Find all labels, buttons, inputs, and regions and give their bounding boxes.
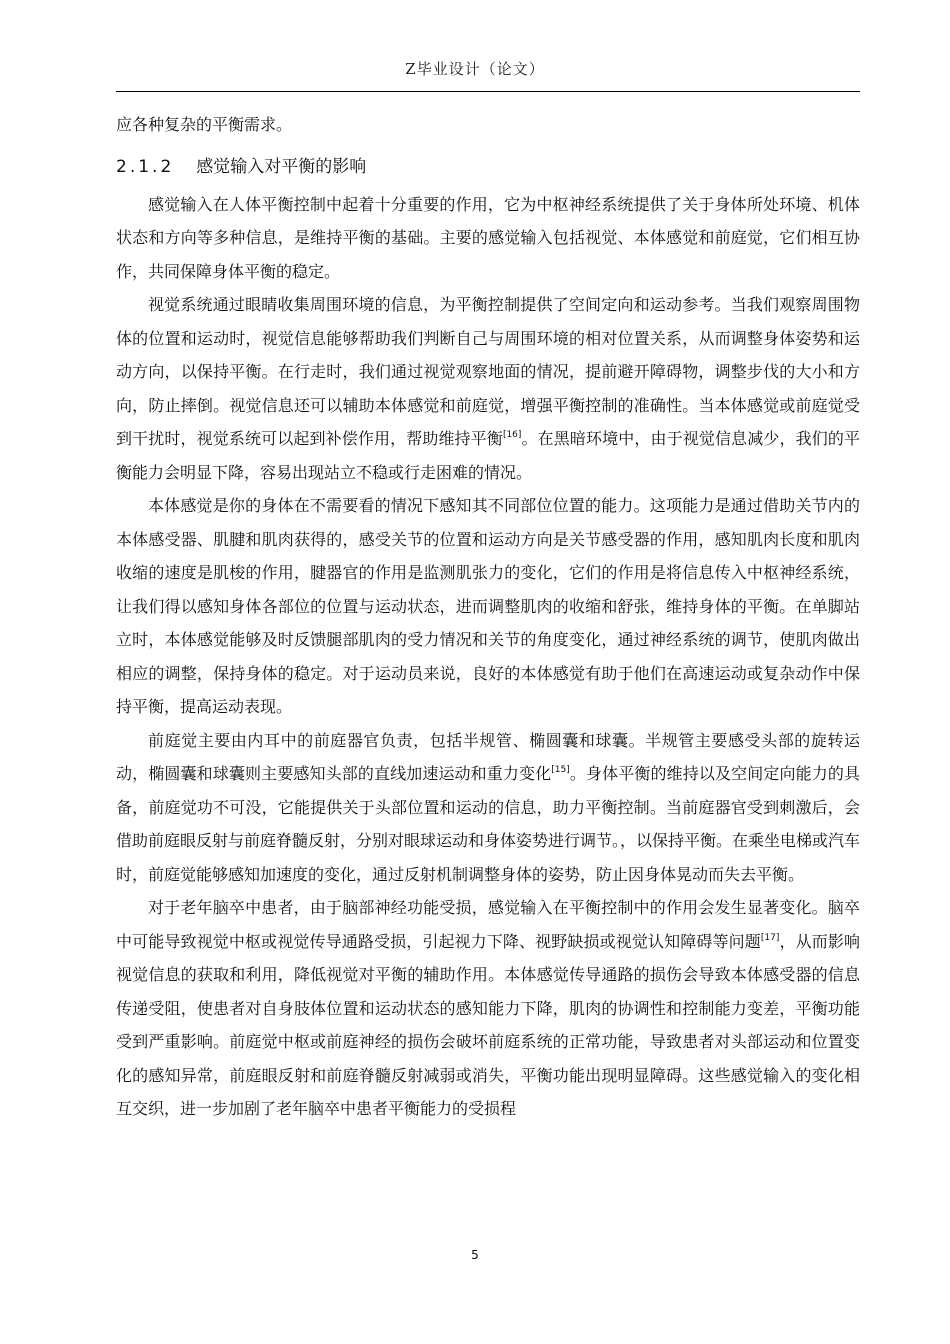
- paragraph-stroke-patients: [116, 891, 860, 1126]
- paragraph-text: 对于老年脑卒中患者，由于脑部神经功能受损，感觉输入在平衡控制中的作用会发生显著变化。脑卒中可能导致视觉中枢或视觉传导通路受损，引起视力下降、视野缺损或视觉认知障碍等问题: [116, 898, 860, 951]
- paragraph-proprioception: 本体感觉是你的身体在不需要看的情况下感知其不同部位位置的能力。这项能力是通过借助关节内的本体感受器、肌腱和肌肉获得的，感受关节的位置和运动方向是关节感受器的作用，感知肌肉长度和肌肉收缩的速度是肌梭的作用，腱器官的作用是监测肌张力的变化，它们的作用是将信息传入中枢神经系统，让我们得以感知身体各部位的位置与运动状态，进而调整肌肉的收缩和舒张，维持身体的平衡。在单脚站立时，本体感觉能够及时反馈腿部肌肉的受力情况和关节的角度变化，通过神经系统的调节，使肌肉做出相应的调整，保持身体的稳定。对于运动员来说，良好的本体感觉有助于他们在高速运动或复杂动作中保持平衡，提高运动表现。: [116, 496, 860, 716]
- page-header: Z毕业设计（论文）: [405, 60, 545, 78]
- paragraph-text: 。在黑暗环境中，由于视觉信息减少，我们的平衡能力会明显下降，容易出现站立不稳或行走困难的情况。: [116, 429, 860, 482]
- paragraph-sensory-intro: 感觉输入在人体平衡控制中起着十分重要的作用，它为中枢神经系统提供了关于身体所处环境、机体状态和方向等多种信息，是维持平衡的基础。主要的感觉输入包括视觉、本体感觉和前庭觉，它们相互协作，共同保障身体平衡的稳定。: [116, 194, 860, 281]
- section-heading: [116, 152, 860, 182]
- citation-15: [15]: [551, 765, 570, 775]
- section-title: 感觉输入对平衡的影响: [196, 156, 367, 177]
- paragraph-text: ，从而影响视觉信息的获取和利用，降低视觉对平衡的辅助作用。本体感觉传导通路的损伤会导致本体感受器的信息传递受阻，使患者对自身肢体位置和运动状态的感知能力下降，肌肉的协调性和控制能力变差，平衡功能受到严重影响。前庭觉中枢或前庭神经的损伤会破坏前庭系统的正常功能，导致患者对头部运动和位置变化的感知异常，前庭眼反射和前庭脊髓反射减弱或消失，平衡功能出现明显障碍。这些感觉输入的变化相互交织，进一步加剧了老年脑卒中患者平衡能力的受损程: [116, 931, 860, 1118]
- header-divider: [116, 91, 860, 92]
- paragraph-text: 前庭觉主要由内耳中的前庭器官负责，包括半规管、椭圆囊和球囊。半规管主要感受头部的旋转运动，椭圆囊和球囊则主要感知头部的直线加速运动和重力变化: [116, 730, 860, 783]
- citation-16: [16]: [502, 430, 522, 440]
- citation-17: [17]: [760, 932, 780, 943]
- paragraph-text: 视觉系统通过眼睛收集周围环境的信息，为平衡控制提供了空间定向和运动参考。当我们观察周围物体的位置和运动时，视觉信息能够帮助我们判断自己与周围环境的相对位置关系，从而调整身体姿势和运动方向，以保持平衡。在行走时，我们通过视觉观察地面的情况，提前避开障碍物，调整步伐的大小和方向，防止摔倒。视觉信息还可以辅助本体感觉和前庭觉，增强平衡控制的准确性。当本体感觉或前庭觉受到干扰时，视觉系统可以起到补偿作用，帮助维持平衡: [116, 295, 860, 448]
- paragraph-vestibular: [116, 724, 860, 892]
- document-body: [116, 108, 860, 1126]
- paragraph-text: 。身体平衡的维持以及空间定向能力的具备，前庭觉功不可没，它能提供关于头部位置和运动的信息，助力平衡控制。当前庭器官受到刺激后，会借助前庭眼反射与前庭脊髓反射，分别对眼球运动和身体姿势进行调节。，以保持平衡。在乘坐电梯或汽车时，前庭觉能够感知加速度的变化，通过反射机制调整身体的姿势，防止因身体晃动而失去平衡。: [116, 764, 861, 884]
- page-number: 5: [471, 1248, 479, 1262]
- section-number: 2.1.2: [116, 156, 175, 177]
- paragraph-visual-system: [116, 288, 860, 489]
- continuation-line: 应各种复杂的平衡需求。: [116, 115, 293, 134]
